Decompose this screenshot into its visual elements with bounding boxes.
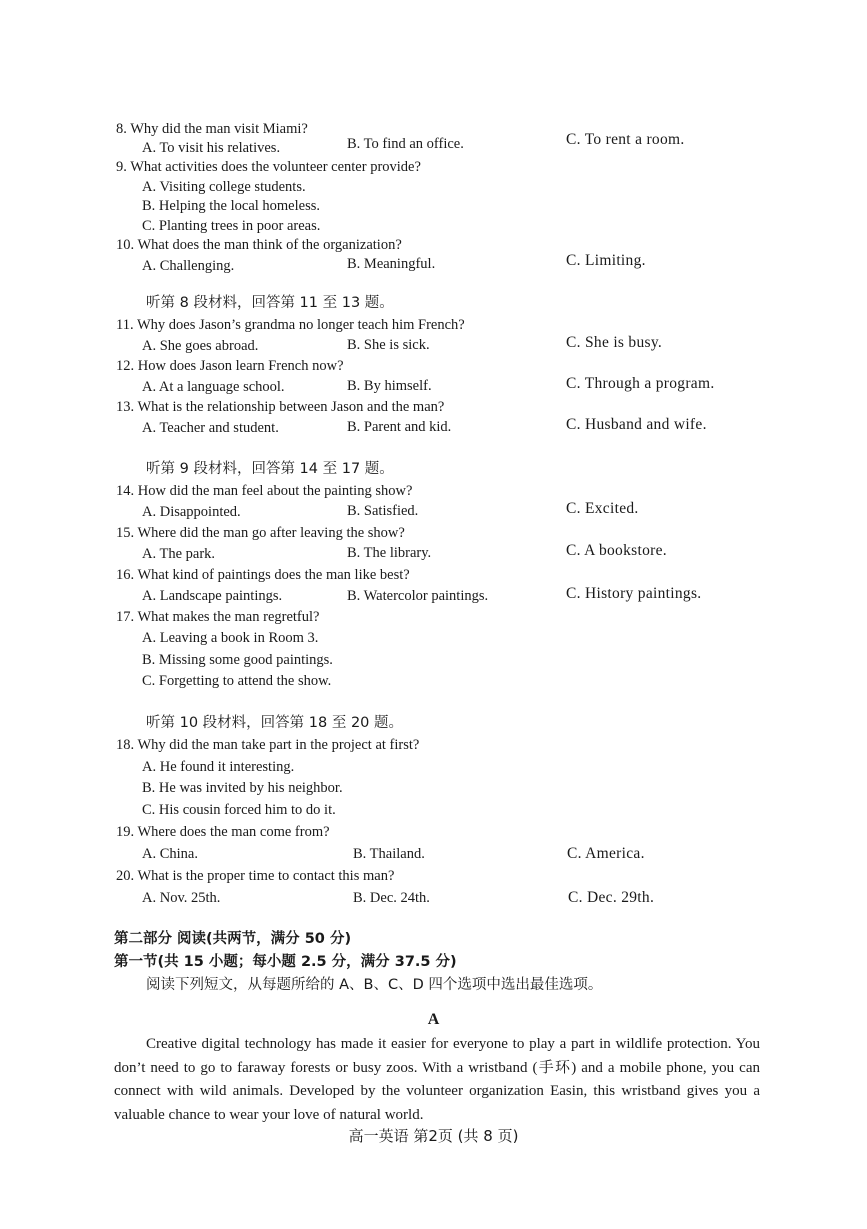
passage-title: A (427, 1011, 440, 1028)
question-19-option-a: A. China. (142, 846, 198, 862)
question-14-stem: 14. How did the man feel about the painting show? (116, 483, 413, 499)
question-10-option-c: C. Limiting. (566, 252, 646, 269)
question-18-option-c: C. His cousin forced him to do it. (142, 802, 336, 818)
question-10-option-a: A. Challenging. (142, 258, 235, 274)
question-12-stem: 12. How does Jason learn French now? (116, 358, 344, 374)
question-9-stem: 9. What activities does the volunteer center provide? (116, 159, 421, 175)
question-15-option-a: A. The park. (142, 546, 216, 562)
question-10-stem: 10. What does the man think of the organization? (116, 237, 402, 253)
question-15-stem: 15. Where did the man go after leaving the show? (116, 525, 405, 541)
question-15-option-b: B. The library. (347, 545, 432, 561)
question-13-option-a: A. Teacher and student. (142, 420, 279, 436)
question-18-option-a: A. He found it interesting. (142, 759, 295, 775)
question-11-stem: 11. Why does Jason’s grandma no longer teach him French? (116, 317, 465, 333)
question-9-option-b: B. Helping the local homeless. (142, 198, 320, 214)
question-20-stem: 20. What is the proper time to contact this man? (116, 868, 395, 884)
question-20-option-b: B. Dec. 24th. (353, 890, 430, 906)
question-16-option-c: C. History paintings. (566, 585, 702, 602)
page-footer: 高一英语 第2页 (共 8 页) (348, 1127, 519, 1145)
question-11-option-a: A. She goes abroad. (142, 338, 259, 354)
question-16-option-a: A. Landscape paintings. (142, 588, 283, 604)
question-11-option-c: C. She is busy. (566, 334, 663, 351)
passage-paragraph: Creative digital technology has made it easier for everyone to play a part in wildlife protection. You don’t need to go to faraway forests or busy zoos. With a wristband (手环) and a mobile phone, you can connect with wild animals. Developed by the volunteer organization Easin, this wristband gives you a valuable chance to wear your love of natural world. (114, 1036, 760, 1123)
question-17-option-b: B. Missing some good paintings. (142, 652, 333, 668)
question-12-option-c: C. Through a program. (566, 375, 715, 392)
question-8-option-a: A. To visit his relatives. (142, 140, 281, 156)
question-19-option-b: B. Thailand. (353, 846, 425, 862)
question-15-option-c: C. A bookstore. (566, 542, 667, 559)
question-20-option-c: C. Dec. 29th. (568, 889, 655, 906)
question-11-option-b: B. She is sick. (347, 337, 430, 353)
question-13-stem: 13. What is the relationship between Jason and the man? (116, 399, 445, 415)
question-9-option-a: A. Visiting college students. (142, 179, 306, 195)
question-19-option-c: C. America. (567, 845, 645, 862)
question-12-option-a: A. At a language school. (142, 379, 285, 395)
question-17-option-c: C. Forgetting to attend the show. (142, 673, 332, 689)
question-14-option-b: B. Satisfied. (347, 503, 419, 519)
question-13-option-b: B. Parent and kid. (347, 419, 452, 435)
question-8-option-c: C. To rent a room. (566, 131, 685, 148)
question-17-option-a: A. Leaving a book in Room 3. (142, 630, 319, 646)
question-8-option-b: B. To find an office. (347, 136, 464, 152)
question-19-stem: 19. Where does the man come from? (116, 824, 330, 840)
question-10-option-b: B. Meaningful. (347, 256, 436, 272)
question-20-option-a: A. Nov. 25th. (142, 890, 221, 906)
part2-heading: 第二部分 阅读(共两节，满分 50 分) (114, 931, 352, 947)
question-12-option-b: B. By himself. (347, 378, 432, 394)
reading-instruction: 阅读下列短文，从每题所给的 A、B、C、D 四个选项中选出最佳选项。 (146, 977, 603, 993)
section-10-instruction: 听第 10 段材料，回答第 18 至 20 题。 (146, 715, 404, 731)
question-16-option-b: B. Watercolor paintings. (347, 588, 489, 604)
section1-heading: 第一节(共 15 小题；每小题 2.5 分，满分 37.5 分) (114, 954, 457, 970)
question-14-option-a: A. Disappointed. (142, 504, 241, 520)
section-9-instruction: 听第 9 段材料，回答第 14 至 17 题。 (146, 461, 394, 477)
question-8-stem: 8. Why did the man visit Miami? (116, 121, 308, 137)
question-16-stem: 16. What kind of paintings does the man like best? (116, 567, 410, 583)
question-14-option-c: C. Excited. (566, 500, 639, 517)
question-13-option-c: C. Husband and wife. (566, 416, 707, 433)
question-17-stem: 17. What makes the man regretful? (116, 609, 320, 625)
section-8-instruction: 听第 8 段材料，回答第 11 至 13 题。 (146, 295, 394, 311)
question-18-option-b: B. He was invited by his neighbor. (142, 780, 343, 796)
question-18-stem: 18. Why did the man take part in the project at first? (116, 737, 420, 753)
question-9-option-c: C. Planting trees in poor areas. (142, 218, 321, 234)
